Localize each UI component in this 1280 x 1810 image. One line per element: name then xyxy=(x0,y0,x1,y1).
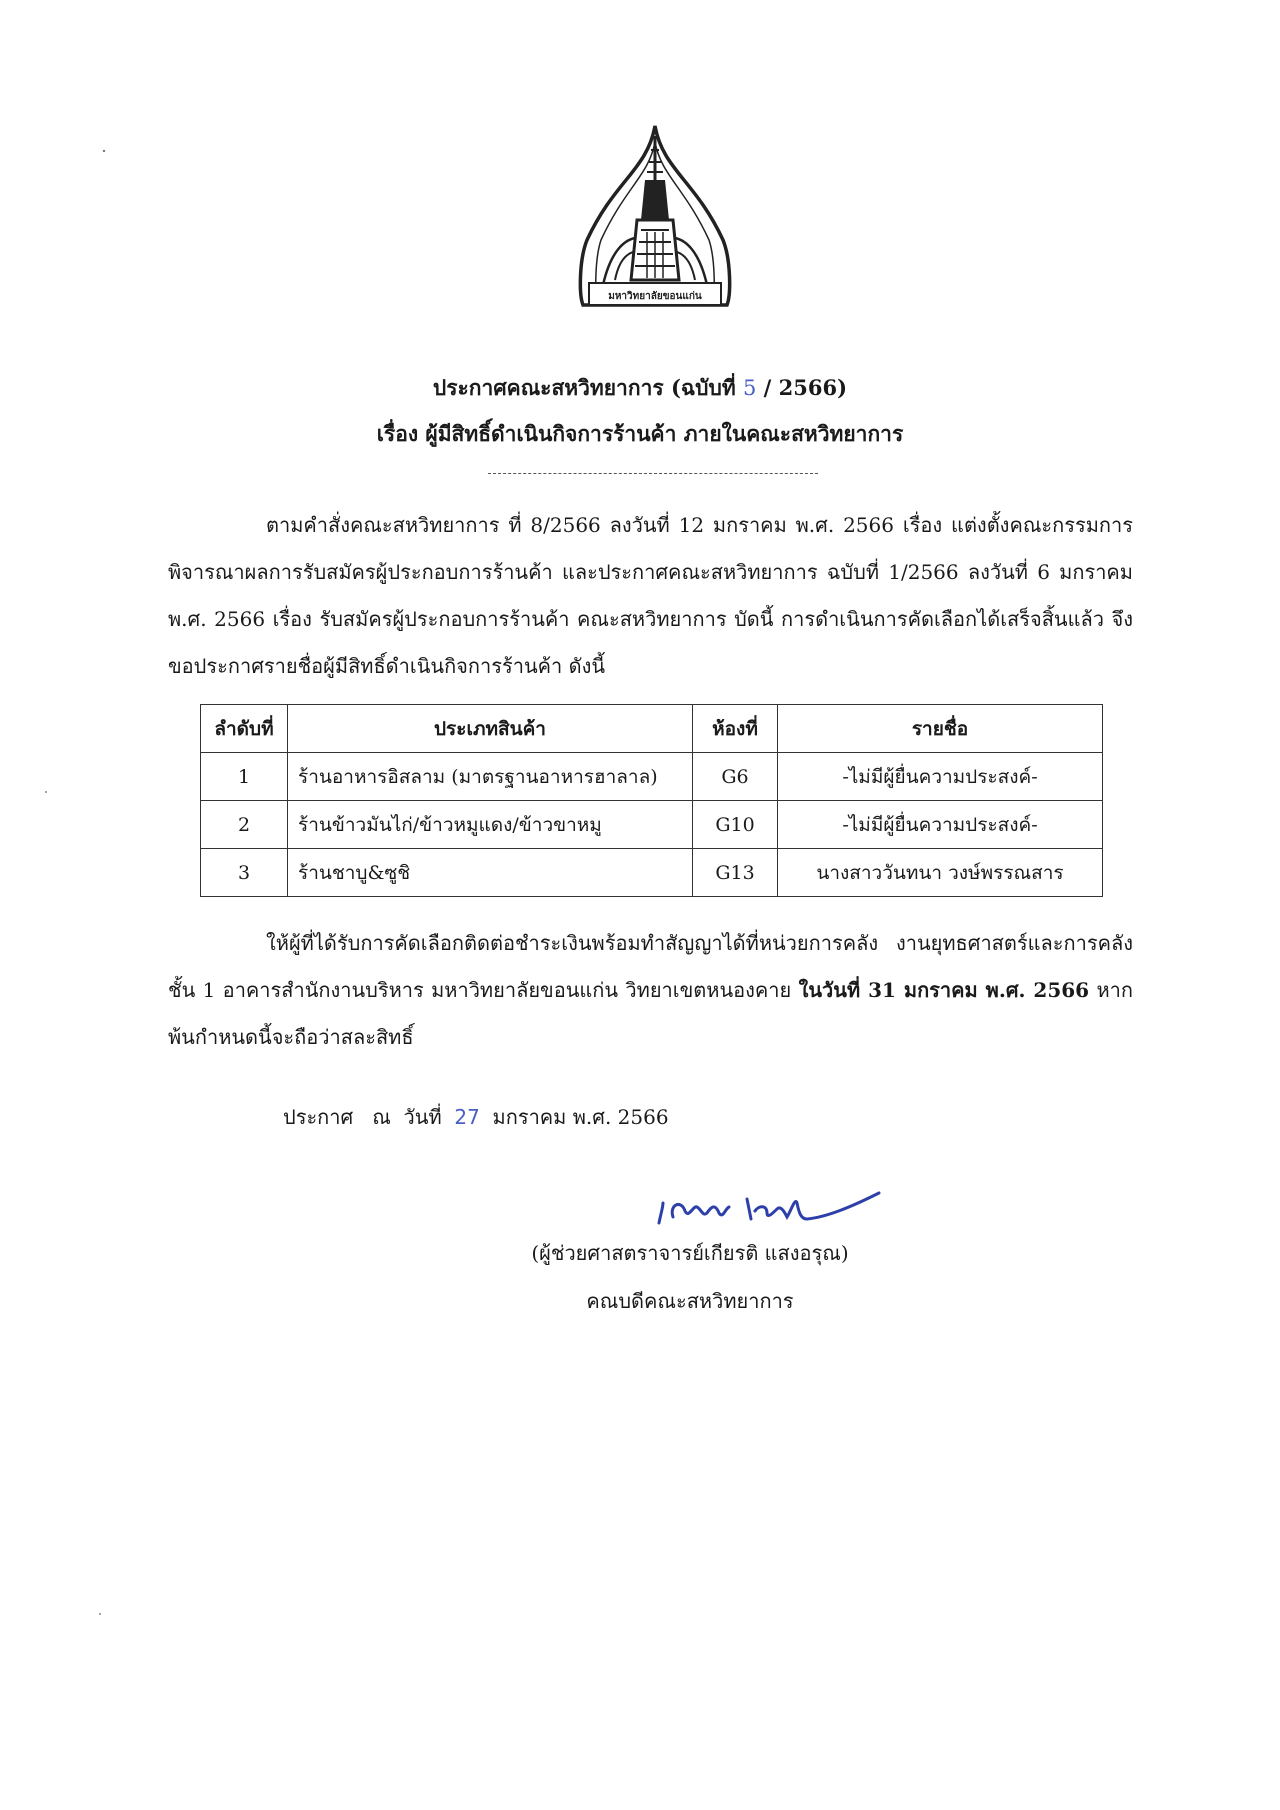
cell-order: 3 xyxy=(201,849,288,897)
cell-name: -ไม่มีผู้ยื่นความประสงค์- xyxy=(778,801,1103,849)
cell-room: G6 xyxy=(693,753,778,801)
logo-label: มหาวิทยาลัยขอนแก่น xyxy=(608,291,702,302)
signatory-position: คณบดีคณะสหวิทยาการ xyxy=(586,1289,794,1313)
header-product-type: ประเภทสินค้า xyxy=(288,705,693,753)
cell-product-type: ร้านข้าวมันไก่/ข้าวหมูแดง/ข้าวขาหมู xyxy=(288,801,693,849)
cell-product-type: ร้านอาหารอิสลาม (มาตรฐานอาหารฮาลาล) xyxy=(288,753,693,801)
announcement-date: ประกาศ ณ วันที่ 27 มกราคม พ.ศ. 2566 xyxy=(283,1105,669,1129)
issue-number: 5 xyxy=(743,376,757,400)
cell-name: -ไม่มีผู้ยื่นความประสงค์- xyxy=(778,753,1103,801)
announcement-title: ประกาศคณะสหวิทยาการ (ฉบับที่ 5 / 2566) xyxy=(432,375,848,400)
cell-name: นางสาววันทนา วงษ์พรรณสาร xyxy=(778,849,1103,897)
cell-order: 2 xyxy=(201,801,288,849)
header-room: ห้องที่ xyxy=(693,705,778,753)
intro-paragraph: ตามคำสั่งคณะสหวิทยาการ ที่ 8/2566 ลงวันที่ 12 มกราคม พ.ศ. 2566 เรื่อง แต่งตั้งคณะกรรมการพิจารณาผลการรับสมัครผู้ประกอบการร้านค้า และประกาศคณะสหวิทยาการ ฉบับที่ 1/2566 ลงวันที่ 6 มกราคม พ.ศ. 2566 เรื่อง รับสมัครผู้ประกอบการร้านค้า คณะสหวิทยาการ บัดนี้ การดำเนินการคัดเลือกได้เสร็จสิ้นแล้ว จึงขอประกาศรายชื่อผู้มีสิทธิ์ดำเนินกิจการร้านค้า ดังนี้ xyxy=(168,513,1133,678)
announcement-day: 27 xyxy=(454,1105,480,1129)
cell-room: G10 xyxy=(693,801,778,849)
cell-product-type: ร้านชาบู&ซูชิ xyxy=(288,849,693,897)
signatory-name: (ผู้ช่วยศาสตราจารย์เกียรติ แสงอรุณ) xyxy=(531,1241,849,1265)
cell-order: 1 xyxy=(201,753,288,801)
cell-room: G13 xyxy=(693,849,778,897)
instructions-paragraph: ให้ผู้ที่ได้รับการคัดเลือกติดต่อชำระเงินพร้อมทำสัญญาได้ที่หน่วยการคลัง งานยุทธศาสตร์และการคลัง ชั้น 1 อาคารสำนักงานบริหาร มหาวิทยาลัยขอนแก่น วิทยาเขตหนองคาย ในวันที่ 31 มกราคม พ.ศ. 2566 หากพ้นกำหนดนี้จะถือว่าสละสิทธิ์ xyxy=(168,931,1133,1049)
header-name: รายชื่อ xyxy=(778,705,1103,753)
header-order: ลำดับที่ xyxy=(201,705,288,753)
announcement-subject: เรื่อง ผู้มีสิทธิ์ดำเนินกิจการร้านค้า ภายในคณะสหวิทยาการ xyxy=(376,421,904,446)
deadline-date: ในวันที่ 31 มกราคม พ.ศ. 2566 xyxy=(798,978,1090,1002)
